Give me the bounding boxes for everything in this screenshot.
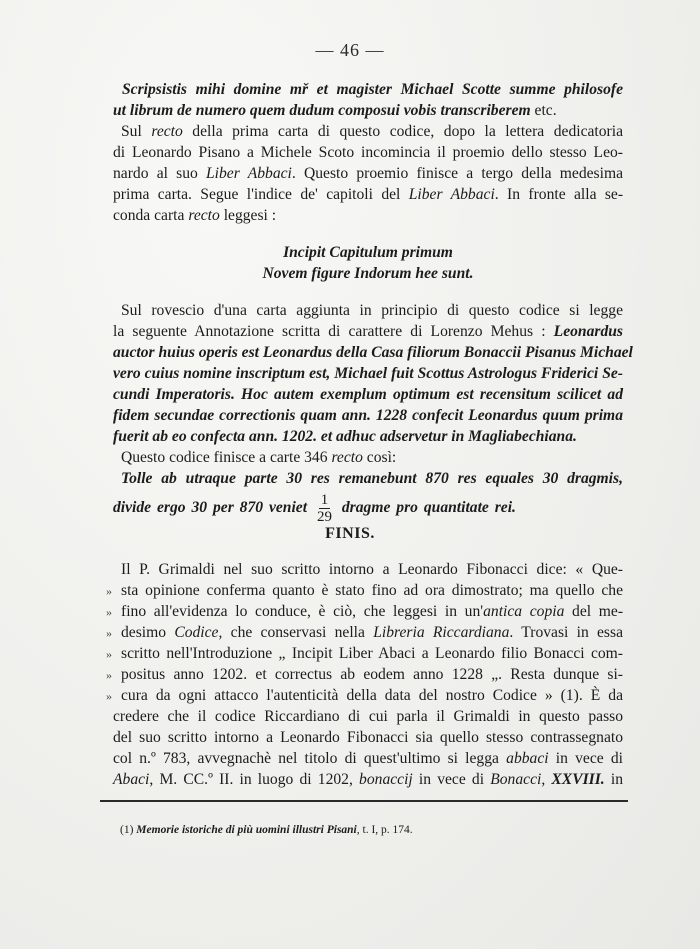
italic-term: recto [331, 449, 363, 466]
text-line [121, 602, 623, 622]
latin-quote: auctor huius operis est Leonardus della Casa filiorum Bonaccii Pisanus Michael [113, 344, 633, 361]
italic-term: Liber Abbaci [206, 165, 292, 182]
italic-term: Liber Abbaci [408, 186, 495, 203]
latin-quote: ut librum de numero quem dudum composui vobis transcriberem [113, 102, 531, 119]
text-span: della prima carta di questo codice, dopo la lettera dedicatoria [182, 123, 624, 140]
fraction-denominator: 29 [316, 509, 332, 525]
italic-term: Libreria Riccardiana [373, 624, 510, 641]
text-span: . Questo proemio finisce a tergo della medesima [291, 165, 624, 182]
footnote [120, 822, 413, 838]
text-span: . Trovasi in essa [509, 624, 623, 641]
text-span: del suo scritto intorno a Leonardo Fibonacci sia quello stesso contrassegnato [113, 729, 623, 746]
text-line [121, 686, 623, 706]
italic-term: antica copia [483, 603, 565, 620]
latin-quote: vero cuius nomine inscriptum est, Michael fuit Scottus Astrologus Friderici Se- [113, 365, 623, 382]
latin-quote: cundi Imperatoris. Hoc autem exemplum optimum est recensitum scilicet ad [113, 386, 623, 403]
text-span: desimo [121, 624, 175, 641]
text-span: positus anno 1202. et correctus ab eodem anno 1228 „. Resta dunque si- [121, 666, 623, 683]
text-line [113, 406, 623, 426]
text-line [113, 728, 623, 748]
text-line [113, 143, 623, 163]
text-span: sta opinione conferma quanto è stato fino ad ora dimostrato; ma quello che [121, 582, 623, 599]
text-span: leggesi : [219, 207, 277, 224]
text-line [121, 301, 623, 321]
guillemet-marker: » [106, 626, 112, 640]
footnote-reference: , t. I, p. 174. [356, 824, 413, 836]
text-line [113, 492, 623, 525]
latin-quote: fidem secundae correctionis quam ann. 1228 confecit Leonardus quum prima [113, 407, 623, 424]
latin-quote: Tolle ab utraque parte 30 res remanebunt 870 res equales 30 dragmis, [121, 470, 623, 487]
text-span: col n.º 783, avvegnachè nel titolo di quest'ultimo si legga [113, 750, 507, 767]
text-line [121, 469, 623, 489]
text-line [121, 623, 623, 643]
text-span: fino all'evidenza lo conduce, è ciò, che leggesi in un' [121, 603, 484, 620]
text-span: in vece di [412, 771, 491, 788]
italic-term: bonaccij [359, 771, 413, 788]
text-span: in vece di [548, 750, 623, 767]
text-span: Questo codice finisce a carte 346 [121, 449, 332, 466]
italic-term: Abaci [113, 771, 150, 788]
fraction-numerator: 1 [320, 492, 329, 508]
text-span: , [541, 771, 552, 788]
text-line [121, 581, 623, 601]
text-line [121, 122, 623, 142]
text-span: Sul [121, 123, 152, 140]
text-line [121, 644, 623, 664]
text-line [113, 364, 623, 384]
text-span: conda carta [113, 207, 189, 224]
footnote-title: Memorie istoriche di più uomini illustri Pisani [136, 824, 357, 836]
italic-term: recto [188, 207, 220, 224]
page-number: — 46 — [315, 40, 385, 60]
text-line [113, 749, 623, 769]
incipit-line: Incipit Capitulum primum [283, 244, 453, 261]
incipit-line: Novem figure Indorum hee sunt. [262, 265, 474, 282]
text-line [113, 385, 623, 405]
italic-term: XXVIII. [551, 771, 605, 788]
text-span: Il P. Grimaldi nel suo scritto intorno a Leonardo Fibonacci dice: « Que- [121, 561, 623, 578]
text-span: scritto nell'Introduzione „ Incipit Liber Abaci a Leonardo filio Bonacci com- [121, 645, 623, 662]
text-line [113, 770, 623, 790]
text-line [121, 665, 623, 685]
footnote-marker: (1) [120, 824, 137, 836]
fraction [317, 492, 332, 525]
latin-quote: dragme pro quantitate rei. [341, 499, 516, 517]
italic-term: Bonacci [490, 771, 542, 788]
text-span: Sul rovescio d'una carta aggiunta in principio di questo codice si legge [121, 302, 623, 319]
latin-quote: Leonardus [553, 323, 623, 340]
text-line [113, 322, 623, 342]
text-line [121, 448, 623, 468]
text-line [113, 707, 623, 727]
latin-quote: fuerit ab eo confecta ann. 1202. et adhuc adservetur in Magliabechiana. [113, 428, 577, 445]
text-span: prima carta. Segue l'indice de' capitoli del [113, 186, 409, 203]
guillemet-marker: » [106, 605, 112, 619]
text-line [113, 206, 623, 226]
guillemet-marker: » [106, 689, 112, 703]
finis-heading: FINIS. [325, 525, 375, 542]
text-span: in [604, 771, 623, 788]
text-span: del me- [564, 603, 624, 620]
text-span: di Leonardo Pisano a Michele Scoto incomincia il proemio dello stesso Leo- [113, 144, 623, 161]
latin-quote: Scripsistis mihi domine mř et magister Michael Scotte summe philosofe [122, 81, 623, 98]
italic-term: Codice [174, 624, 219, 641]
text-line [113, 101, 623, 121]
text-line [113, 427, 623, 447]
text-span: , che conservasi nella [218, 624, 374, 641]
text-line [122, 80, 623, 100]
text-line [121, 560, 623, 580]
text-span: credere che il codice Riccardiano di cui parla il Grimaldi in questo passo [113, 708, 623, 725]
text-span: , M. CC.º II. in luogo di 1202, [149, 771, 360, 788]
text-line [113, 343, 633, 363]
guillemet-marker: » [106, 647, 112, 661]
guillemet-marker: » [106, 584, 112, 598]
latin-quote: divide ergo 30 per 870 veniet [113, 499, 308, 517]
text-span: etc. [530, 102, 557, 119]
guillemet-marker: » [106, 668, 112, 682]
italic-term: recto [151, 123, 183, 140]
text-span: cura da ogni attacco l'autenticità della data del nostro Codice » (1). È da [121, 687, 623, 704]
text-span: nardo al suo [113, 165, 206, 182]
text-line [113, 185, 623, 205]
footnote-divider [100, 800, 628, 802]
italic-term: abbaci [506, 750, 549, 767]
text-span: . In fronte alla se- [494, 186, 624, 203]
text-span: la seguente Annotazione scritta di carattere di Lorenzo Mehus : [113, 323, 554, 340]
text-span: così: [362, 449, 397, 466]
text-line [113, 164, 623, 184]
